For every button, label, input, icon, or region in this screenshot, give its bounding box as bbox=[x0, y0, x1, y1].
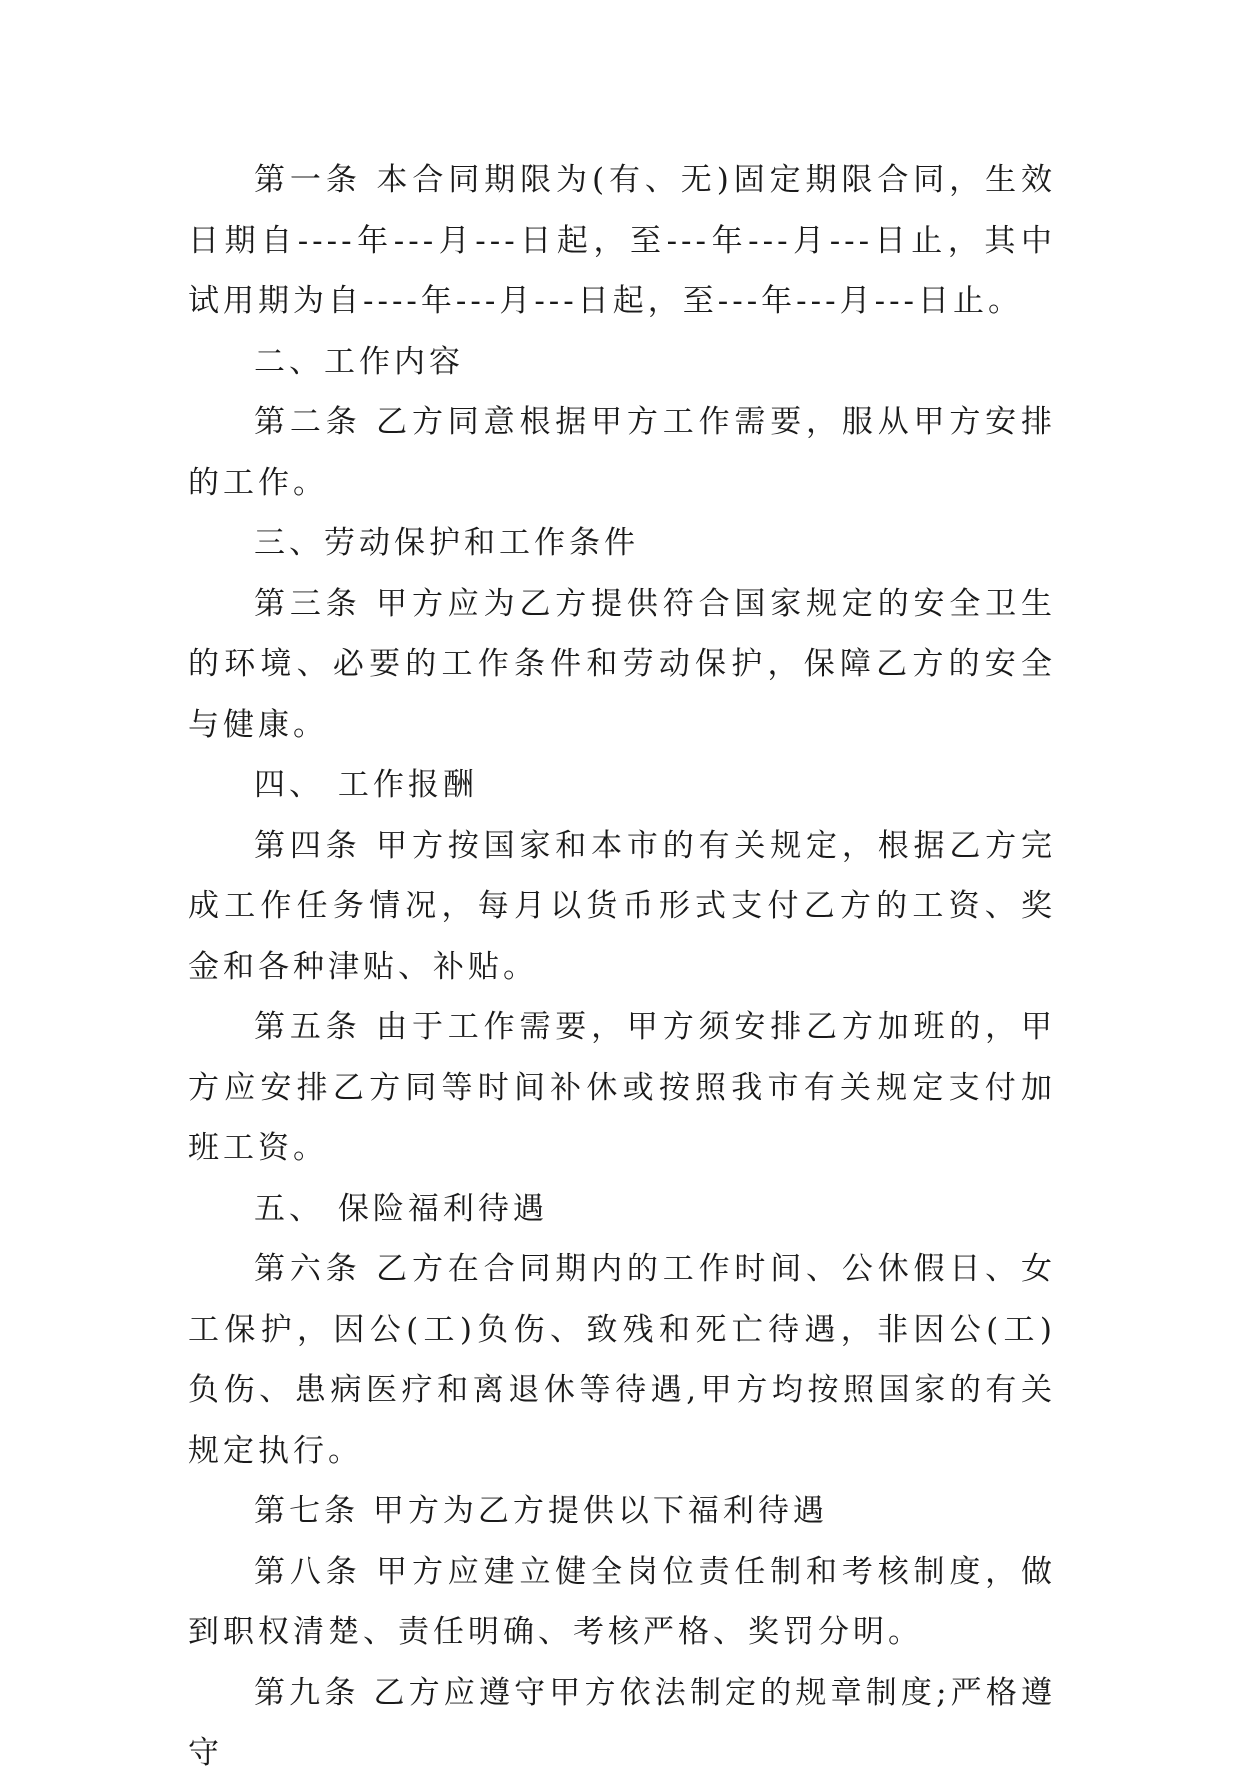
article-9-rules: 第九条 乙方应遵守甲方依法制定的规章制度;严格遵守 bbox=[188, 1674, 1056, 1771]
article-8-responsibility: 第八条 甲方应建立健全岗位责任制和考核制度，做到职权清楚、责任明确、考核严格、奖罚分明。 bbox=[188, 1553, 1056, 1650]
section-2-heading: 二、工作内容 bbox=[254, 343, 464, 380]
section-3-heading: 三、劳动保护和工作条件 bbox=[254, 525, 639, 561]
article-2-work-content: 第二条 乙方同意根据甲方工作需要，服从甲方安排的工作。 bbox=[188, 404, 1056, 501]
article-3-protection: 第三条 甲方应为乙方提供符合国家规定的安全卫生的环境、必要的工作条件和劳动保护，保障乙方的安全与健康。 bbox=[188, 585, 1056, 743]
article-5-overtime: 第五条 由于工作需要，甲方须安排乙方加班的，甲方应安排乙方同等时间补休或按照我市有关规定支付加班工资。 bbox=[188, 1009, 1056, 1166]
article-4-remuneration: 第四条 甲方按国家和本市的有关规定，根据乙方完成工作任务情况，每月以货币形式支付乙方的工资、奖金和各种津贴、补贴。 bbox=[188, 827, 1056, 985]
section-4-heading: 四、 工作报酬 bbox=[254, 767, 478, 803]
article-7-benefits: 第七条 甲方为乙方提供以下福利待遇 bbox=[254, 1493, 828, 1529]
document-body bbox=[188, 150, 1056, 1784]
section-5-heading: 五、 保险福利待遇 bbox=[254, 1190, 548, 1227]
article-6-insurance: 第六条 乙方在合同期内的工作时间、公休假日、女工保护，因公(工)负伤、致残和死亡待遇，非因公(工)负伤、患病医疗和离退休等待遇,甲方均按照国家的有关规定执行。 bbox=[188, 1251, 1056, 1469]
article-1-term: 第一条 本合同期限为(有、无)固定期限合同，生效日期自----年---月---日起，至---年---月---日止，其中试用期为自----年---月---日起，至---年---月---日止。 bbox=[188, 162, 1056, 319]
